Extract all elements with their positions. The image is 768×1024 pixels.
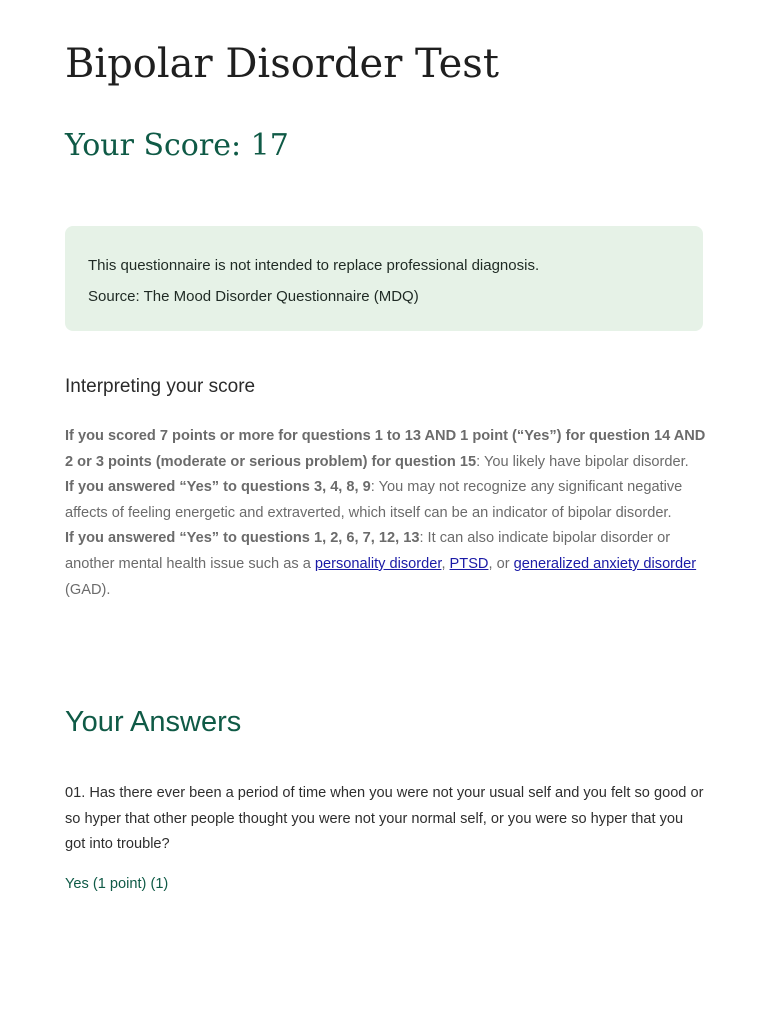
criteria-3-text: : It can also indicate bipolar disorder or another mental health issue such as a: [65, 530, 671, 572]
criteria-2-text: : You may not recognize any significant negative affects of feeling energetic and extraverted, which itself can be an indicator of bipolar disorder.: [65, 479, 683, 521]
ptsd-link[interactable]: PTSD: [449, 555, 489, 572]
disclaimer-text: This questionnaire is not intended to replace professional diagnosis.: [88, 257, 540, 274]
separator-2: , or: [488, 555, 514, 572]
answer-01: Yes (1 point) (1): [65, 876, 169, 892]
criteria-3-label: If you answered “Yes” to questions 1, 2, 6, 7, 12, 13: [65, 530, 420, 547]
answers-heading: Your Answers: [65, 706, 242, 738]
gad-link[interactable]: generalized anxiety disorder: [513, 555, 697, 572]
separator-1: ,: [441, 555, 450, 572]
criteria-1-label: If you scored 7 points or more for questions 1 to 13 AND 1 point (“Yes”) for question 14 AND 2 or 3 points (moderate or serious problem) for question 15: [65, 428, 706, 470]
interpretation-heading: Interpreting your score: [65, 376, 256, 397]
source-text: Source: The Mood Disorder Questionnaire (MDQ): [88, 288, 419, 305]
criteria-3-end: (GAD).: [65, 581, 111, 598]
personality-disorder-link[interactable]: personality disorder: [314, 555, 442, 572]
question-01: 01. Has there ever been a period of time when you were not your usual self and you felt so good or so hyper that other people thought you were not your normal self, or you were so hyper that you got into trouble?: [65, 785, 704, 853]
disclaimer-notice: [65, 226, 703, 331]
score-heading: Your Score: 17: [65, 128, 289, 163]
criteria-2-label: If you answered “Yes” to questions 3, 4, 8, 9: [65, 479, 371, 496]
page-title: Bipolar Disorder Test: [65, 41, 499, 87]
criteria-1-text: : You likely have bipolar disorder.: [476, 453, 689, 470]
interpretation-body: [65, 424, 707, 603]
